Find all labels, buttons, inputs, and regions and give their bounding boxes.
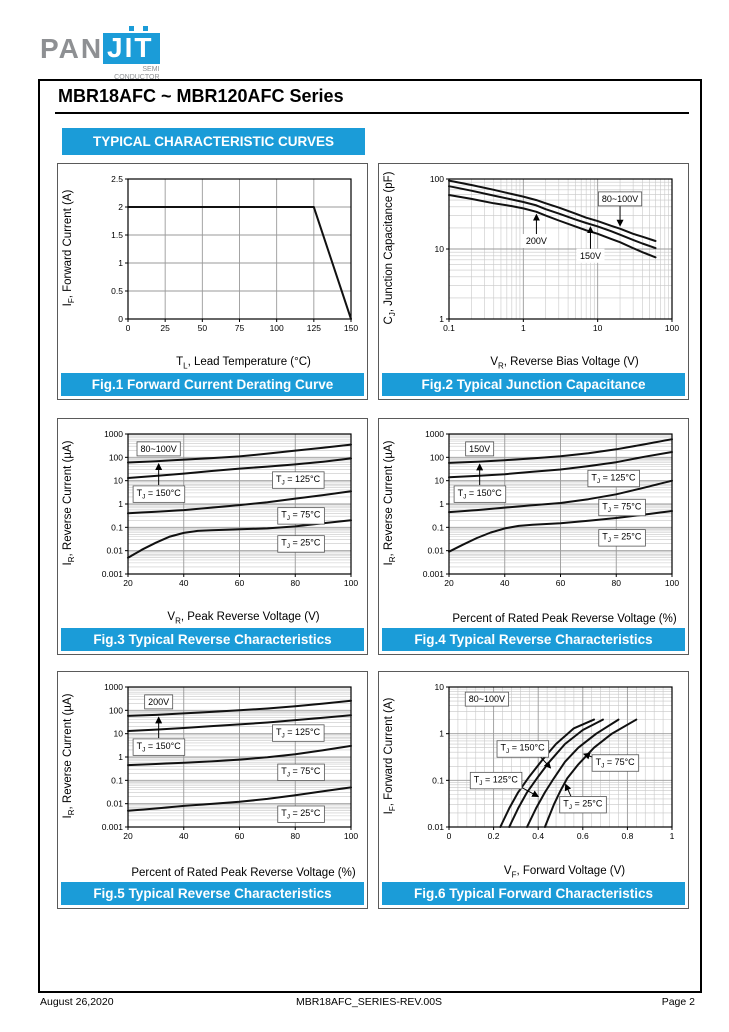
logo-jit-text: JIT bbox=[107, 32, 154, 63]
svg-text:100: 100 bbox=[429, 452, 444, 463]
svg-text:0.1: 0.1 bbox=[111, 522, 123, 533]
svg-text:20: 20 bbox=[123, 831, 133, 841]
svg-text:0: 0 bbox=[446, 831, 452, 841]
fig1-y-axis-label: $I_F$, Forward Current (A) bbox=[61, 189, 77, 307]
fig2-y-axis-label: $C_J$, Junction Capacitance (pF) bbox=[382, 171, 398, 325]
figure-2 bbox=[378, 163, 689, 400]
svg-text:0: 0 bbox=[118, 314, 123, 324]
svg-text:1: 1 bbox=[439, 499, 444, 509]
svg-text:80: 80 bbox=[290, 578, 300, 588]
svg-text:1: 1 bbox=[439, 314, 444, 324]
svg-text:TJ = 75°C: $T_J = 75^\circ C$ bbox=[602, 501, 642, 514]
fig2-chart bbox=[379, 164, 688, 373]
svg-text:0.1: 0.1 bbox=[432, 522, 444, 533]
svg-text:0.01: 0.01 bbox=[427, 545, 444, 556]
svg-text:40: 40 bbox=[179, 831, 189, 841]
svg-text:TJ = 150°C: $T_J = 150^\circ C$ bbox=[136, 487, 181, 501]
svg-text:TJ = 125°C: $T_J = 125^\circ C$ bbox=[473, 774, 518, 787]
page-title: MBR18AFC ~ MBR120AFC Series bbox=[58, 86, 344, 106]
svg-text:1: 1 bbox=[118, 499, 123, 509]
svg-text:75: 75 bbox=[234, 323, 245, 333]
svg-text:0.6: 0.6 bbox=[576, 831, 589, 841]
svg-text:TJ = 150°C: $T_J = 150^\circ C$ bbox=[457, 487, 502, 501]
figure-3 bbox=[57, 418, 368, 655]
svg-text:1: 1 bbox=[118, 752, 123, 762]
fig3-y-axis-label: $I_R$, Reverse Current (µA) bbox=[61, 440, 77, 566]
fig5-y-axis-label: $I_R$, Reverse Current (µA) bbox=[61, 693, 77, 819]
svg-text:60: 60 bbox=[234, 831, 245, 841]
fig2-caption: Fig.2 Typical Junction Capacitance bbox=[382, 373, 685, 396]
svg-text:100: 100 bbox=[664, 578, 680, 588]
svg-text:TJ = 25°C: $T_J = 25^\circ C$ bbox=[602, 531, 642, 545]
svg-text:2.5: 2.5 bbox=[111, 174, 123, 184]
footer-page-number: Page 2 bbox=[661, 996, 695, 1008]
svg-text:80~100V: 80~100V bbox=[468, 694, 506, 705]
section-banner: TYPICAL CHARACTERISTIC CURVES bbox=[62, 128, 365, 155]
svg-text:0.8: 0.8 bbox=[621, 831, 634, 841]
svg-text:80: 80 bbox=[290, 831, 300, 841]
svg-text:TJ = 125°C: $T_J = 125^\circ C$ bbox=[591, 472, 636, 485]
fig2-x-axis-label: $V_R$, Reverse Bias Voltage (V) bbox=[490, 355, 639, 370]
svg-text:10: 10 bbox=[592, 323, 603, 333]
svg-text:TJ = 75°C: $T_J = 75^\circ C$ bbox=[281, 509, 321, 523]
logo-subtitle-conductor: CONDUCTOR bbox=[114, 74, 160, 81]
figure-1 bbox=[57, 163, 368, 400]
svg-text:0.001: 0.001 bbox=[101, 569, 123, 579]
fig5-plot bbox=[80, 676, 365, 857]
svg-text:100: 100 bbox=[108, 705, 123, 716]
svg-text:1.5: 1.5 bbox=[111, 230, 123, 240]
fig3-caption: Fig.3 Typical Reverse Characteristics bbox=[61, 628, 364, 651]
fig1-chart bbox=[58, 164, 367, 373]
figure-6 bbox=[378, 671, 689, 909]
svg-text:40: 40 bbox=[179, 578, 189, 588]
svg-text:0.1: 0.1 bbox=[432, 775, 444, 786]
svg-text:150: 150 bbox=[343, 323, 359, 333]
svg-text:0.4: 0.4 bbox=[532, 831, 545, 841]
svg-text:2: 2 bbox=[118, 202, 123, 212]
svg-text:1: 1 bbox=[439, 728, 444, 739]
svg-text:125: 125 bbox=[306, 323, 321, 333]
svg-text:10: 10 bbox=[434, 244, 444, 254]
logo-pan-text: PAN bbox=[40, 33, 104, 64]
svg-text:1000: 1000 bbox=[104, 682, 123, 692]
logo-dot-icon bbox=[129, 26, 134, 31]
fig3-chart bbox=[58, 419, 367, 628]
svg-text:TJ = 150°C: $T_J = 150^\circ C$ bbox=[136, 740, 181, 754]
svg-text:TJ = 150°C: $T_J = 150^\circ C$ bbox=[500, 742, 545, 756]
svg-text:10: 10 bbox=[113, 728, 123, 739]
svg-text:TJ = 125°C: $T_J = 125^\circ C$ bbox=[275, 726, 321, 740]
svg-text:100: 100 bbox=[664, 323, 680, 333]
fig6-y-axis-label: $I_F$, Forward Current (A) bbox=[382, 697, 398, 815]
fig5-caption: Fig.5 Typical Reverse Characteristics bbox=[61, 882, 364, 905]
svg-text:150V: 150V bbox=[469, 443, 491, 454]
svg-text:100: 100 bbox=[343, 578, 359, 588]
svg-text:1: 1 bbox=[669, 831, 675, 841]
svg-text:TJ = 125°C: $T_J = 125^\circ C$ bbox=[275, 473, 321, 487]
panjit-logo bbox=[40, 32, 160, 81]
svg-text:TJ = 25°C: $T_J = 25^\circ C$ bbox=[281, 807, 321, 821]
title-divider bbox=[55, 112, 689, 114]
fig3-x-axis-label: $V_R$, Peak Reverse Voltage (V) bbox=[167, 610, 320, 625]
svg-text:0.1: 0.1 bbox=[443, 323, 455, 333]
fig5-x-axis-label: Percent of Rated Peak Reverse Voltage (%) bbox=[131, 867, 356, 879]
svg-text:150V: 150V bbox=[579, 250, 601, 261]
svg-text:80~100V: 80~100V bbox=[140, 443, 177, 454]
fig4-plot bbox=[401, 423, 686, 604]
svg-text:0.01: 0.01 bbox=[106, 798, 123, 809]
fig4-caption: Fig.4 Typical Reverse Characteristics bbox=[382, 628, 685, 651]
svg-text:0: 0 bbox=[125, 323, 131, 333]
svg-text:0.01: 0.01 bbox=[106, 545, 123, 556]
logo-jit-box bbox=[103, 33, 159, 64]
svg-text:1: 1 bbox=[118, 258, 123, 268]
fig4-y-axis-label: $I_R$, Reverse Current (µA) bbox=[382, 440, 398, 566]
svg-text:TJ = 25°C: $T_J = 25^\circ C$ bbox=[281, 537, 321, 551]
fig4-x-axis-label: Percent of Rated Peak Reverse Voltage (%) bbox=[452, 613, 677, 625]
figure-5 bbox=[57, 671, 368, 909]
svg-text:0.001: 0.001 bbox=[422, 569, 444, 579]
svg-text:TJ = 25°C: $T_J = 25^\circ C$ bbox=[563, 798, 603, 811]
svg-text:TJ = 75°C: $T_J = 75^\circ C$ bbox=[595, 756, 635, 770]
svg-text:60: 60 bbox=[234, 578, 245, 588]
fig4-chart bbox=[379, 419, 688, 628]
svg-text:0.2: 0.2 bbox=[487, 831, 500, 841]
svg-text:100: 100 bbox=[108, 452, 123, 463]
svg-text:200V: 200V bbox=[525, 236, 547, 247]
svg-text:25: 25 bbox=[160, 323, 170, 333]
fig1-caption: Fig.1 Forward Current Derating Curve bbox=[61, 373, 364, 396]
fig5-chart bbox=[58, 672, 367, 882]
svg-text:80~100V: 80~100V bbox=[601, 193, 639, 204]
svg-text:10: 10 bbox=[434, 475, 444, 486]
svg-text:100: 100 bbox=[429, 174, 444, 184]
svg-text:100: 100 bbox=[269, 323, 284, 333]
fig1-x-axis-label: $T_L$, Lead Temperature (°C) bbox=[176, 355, 311, 370]
svg-text:1: 1 bbox=[520, 323, 526, 333]
svg-text:0.1: 0.1 bbox=[111, 775, 123, 786]
svg-text:20: 20 bbox=[444, 578, 454, 588]
svg-text:40: 40 bbox=[500, 578, 510, 588]
svg-text:60: 60 bbox=[555, 578, 566, 588]
svg-text:200V: 200V bbox=[148, 696, 170, 707]
svg-text:0.01: 0.01 bbox=[427, 822, 444, 832]
logo-subtitle-semi: SEMI bbox=[142, 66, 160, 73]
fig1-plot bbox=[80, 168, 365, 349]
svg-text:10: 10 bbox=[113, 475, 123, 486]
logo-dot-icon bbox=[143, 26, 148, 31]
fig3-plot bbox=[80, 423, 365, 604]
svg-text:0.001: 0.001 bbox=[101, 822, 123, 832]
svg-text:50: 50 bbox=[197, 323, 208, 333]
fig6-caption: Fig.6 Typical Forward Characteristics bbox=[382, 882, 685, 905]
svg-text:1000: 1000 bbox=[104, 429, 123, 439]
svg-text:100: 100 bbox=[343, 831, 359, 841]
svg-text:20: 20 bbox=[123, 578, 133, 588]
fig6-x-axis-label: $V_F$, Forward Voltage (V) bbox=[503, 864, 626, 879]
page-footer bbox=[40, 996, 698, 1008]
svg-text:1000: 1000 bbox=[425, 429, 444, 439]
fig2-plot bbox=[401, 168, 686, 349]
footer-date: August 26,2020 bbox=[40, 996, 114, 1008]
svg-text:0.5: 0.5 bbox=[111, 286, 123, 296]
fig6-plot bbox=[401, 676, 686, 857]
svg-text:TJ = 75°C: $T_J = 75^\circ C$ bbox=[281, 766, 321, 779]
fig6-chart bbox=[379, 672, 688, 882]
svg-text:80: 80 bbox=[611, 578, 621, 588]
footer-doc-ref: MBR18AFC_SERIES-REV.00S bbox=[295, 996, 443, 1008]
figure-4 bbox=[378, 418, 689, 655]
svg-text:10: 10 bbox=[434, 682, 444, 692]
